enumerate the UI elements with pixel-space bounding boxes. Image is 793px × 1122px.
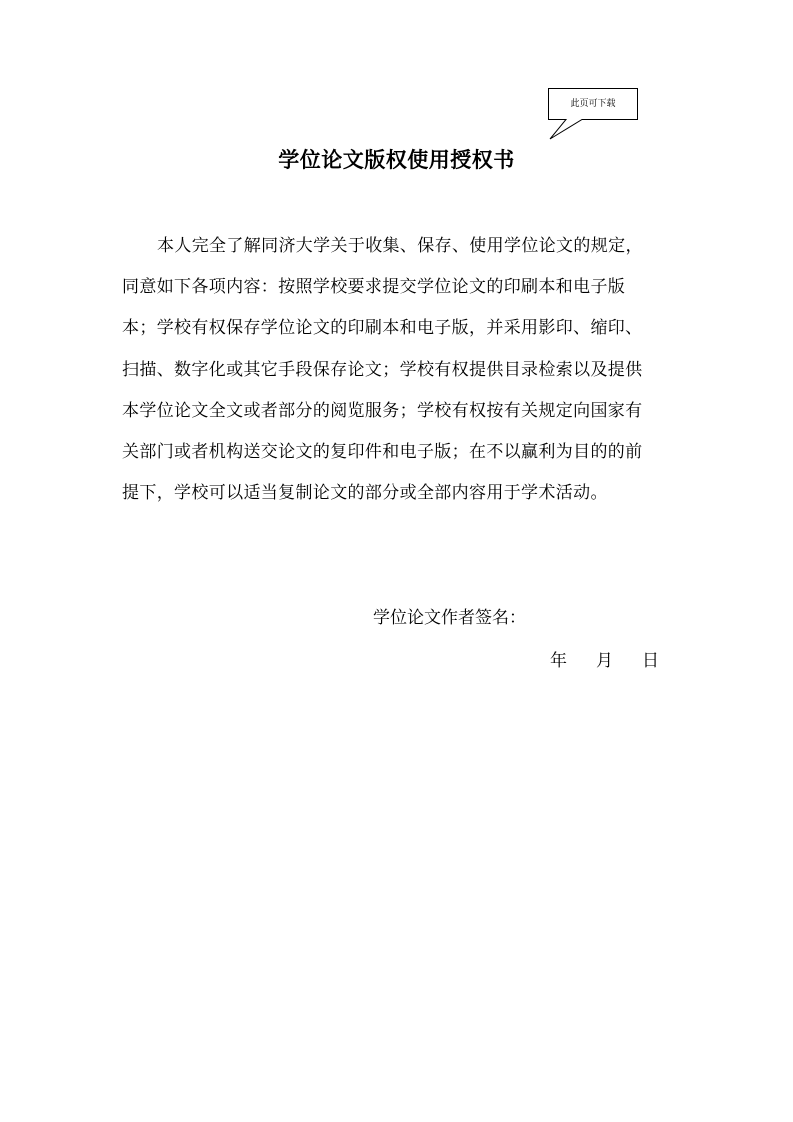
paragraph-line: 本人完全了解同济大学关于收集、保存、使用学位论文的规定，: [157, 236, 643, 256]
paragraph-line: 本；学校有权保存学位论文的印刷本和电子版，并采用影印、缩印、: [122, 318, 643, 339]
paragraph-line: 同意如下各项内容：按照学校要求提交学位论文的印刷本和电子版: [122, 277, 626, 298]
date-day-label: 日: [642, 651, 659, 671]
date-year-label: 年: [550, 651, 567, 671]
page-title: 学位论文版权使用授权书: [278, 148, 515, 172]
date-month-label: 月: [596, 651, 613, 671]
paragraph-line: 本学位论文全文或者部分的阅览服务；学校有权按有关规定向国家有: [122, 400, 643, 421]
download-callout[interactable]: [548, 88, 638, 120]
signature-label: 学位论文作者签名：: [373, 608, 526, 628]
paragraph-line: 提下，学校可以适当复制论文的部分或全部内容用于学术活动。: [122, 483, 608, 504]
paragraph-line: 扫描、数字化或其它手段保存论文；学校有权提供目录检索以及提供: [122, 359, 643, 380]
authorization-paragraph: [122, 226, 674, 514]
paragraph-line: 关部门或者机构送交论文的复印件和电子版；在不以赢利为目的的前: [122, 441, 643, 462]
callout-text: 此页可下载: [570, 99, 616, 109]
date-line: [550, 646, 659, 671]
